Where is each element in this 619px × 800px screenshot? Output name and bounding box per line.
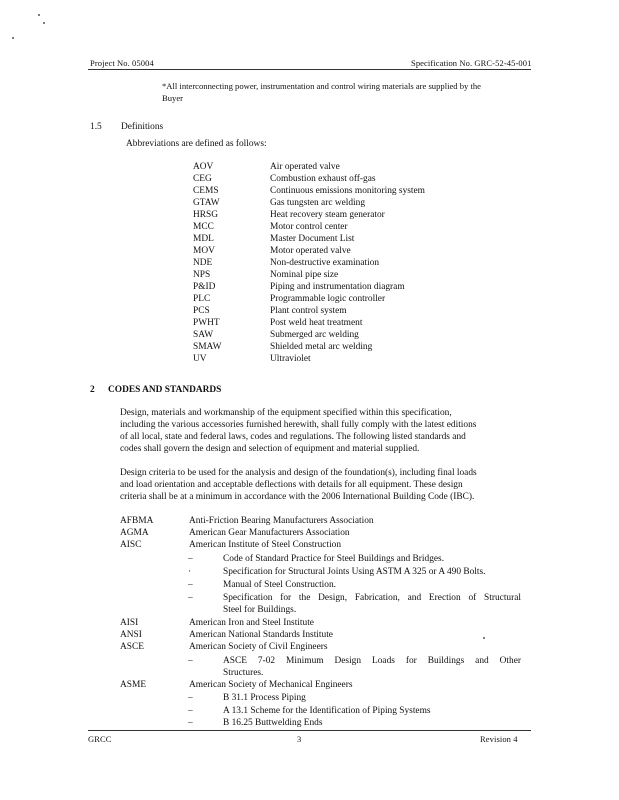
abbreviation-meaning: Air operated valve — [270, 162, 340, 172]
asme-item — [188, 717, 522, 729]
aisc-item-continued — [223, 604, 296, 616]
org-abbreviation: ANSI — [120, 630, 142, 640]
abbreviation: NDE — [193, 258, 213, 268]
dash-bullet: – — [188, 693, 193, 703]
abbreviation-meaning: Master Document List — [270, 234, 355, 244]
org-name: Anti-Friction Bearing Manufacturers Association — [189, 516, 374, 526]
abbreviation: PWHT — [193, 318, 220, 328]
aisc-item — [188, 592, 522, 604]
abbreviation-meaning: Programmable logic controller — [270, 294, 386, 304]
asce-item-text: Structures. — [223, 668, 264, 678]
dash-bullet: – — [188, 593, 193, 603]
aisc-item — [188, 553, 522, 565]
footer-rule — [88, 730, 531, 731]
asce-item-text: ASCE 7-02 Minimum Design Loads for Buildings and Other — [223, 656, 521, 666]
header-project-number: Project No. 05004 — [90, 58, 154, 68]
abbreviation-meaning: Heat recovery steam generator — [270, 210, 385, 220]
scan-speck — [38, 14, 40, 16]
org-abbreviation: AISI — [120, 618, 139, 628]
dash-bullet: – — [188, 554, 193, 564]
aisc-item-text: Specification for the Design, Fabrication, and Erection of Structural — [223, 593, 521, 603]
asme-item-text: B 16.25 Buttwelding Ends — [223, 718, 323, 728]
section-number: 1.5 — [90, 122, 102, 132]
abbreviation: GTAW — [193, 198, 220, 208]
org-name: American Society of Civil Engineers — [189, 642, 328, 652]
aisc-item-text: Specification for Structural Joints Using ASTM A 325 or A 490 Bolts. — [223, 567, 486, 577]
asce-item-continued — [223, 667, 263, 679]
aisc-item-text: Code of Standard Practice for Steel Buildings and Bridges. — [223, 554, 445, 564]
codes-paragraph-1-line: of all local, state and federal laws, codes and regulations. The following listed standards and — [120, 432, 466, 442]
aisc-item — [188, 566, 522, 578]
scan-speck — [43, 22, 45, 24]
org-name: American National Standards Institute — [189, 630, 333, 640]
abbreviation: PCS — [193, 306, 210, 316]
codes-paragraph-1-line: including the various accessories furnished herewith, shall fully comply with the latest editions — [120, 420, 477, 430]
asme-item — [188, 705, 522, 717]
abbreviation: UV — [193, 354, 207, 364]
dash-bullet: – — [188, 580, 193, 590]
footer-company: GRCC — [88, 734, 112, 744]
org-abbreviation: AGMA — [120, 528, 149, 538]
abbreviation: SAW — [193, 330, 214, 340]
abbreviation: MOV — [193, 246, 215, 256]
abbreviation-meaning: Motor control center — [270, 222, 348, 232]
abbreviation-meaning: Motor operated valve — [270, 246, 351, 256]
header-spec-number: Specification No. GRC-52-45-001 — [411, 58, 532, 68]
codes-paragraph-2-line: and load orientation and acceptable deflections with details for all equipment. These design — [120, 480, 463, 490]
org-abbreviation: ASME — [120, 680, 147, 690]
aisc-item — [188, 579, 522, 591]
top-note-line-2: Buyer — [162, 93, 184, 103]
codes-paragraph-1-line: Design, materials and workmanship of the equipment specified within this specification, — [120, 408, 452, 418]
abbreviation-meaning: Plant control system — [270, 306, 347, 316]
abbreviation: MDL — [193, 234, 214, 244]
abbreviation-meaning: Non-destructive examination — [270, 258, 380, 268]
abbreviation-meaning: Shielded metal arc welding — [270, 342, 373, 352]
footer-page-number: 3 — [297, 734, 302, 744]
asme-item-text: B 31.1 Process Piping — [223, 693, 306, 703]
abbreviation: CEG — [193, 174, 212, 184]
codes-paragraph-2-line: Design criteria to be used for the analysis and design of the foundation(s), including final loads — [120, 468, 477, 478]
dash-bullet: – — [188, 656, 193, 666]
org-name: American Society of Mechanical Engineers — [189, 680, 353, 690]
footer-revision: Revision 4 — [480, 734, 518, 744]
definitions-intro: Abbreviations are defined as follows: — [126, 139, 267, 149]
asce-item — [188, 655, 522, 667]
abbreviation-meaning: Nominal pipe size — [270, 270, 339, 280]
top-note-line-1: *All interconnecting power, instrumentation and control wiring materials are supplied by the — [162, 81, 481, 91]
section-heading: CODES AND STANDARDS — [108, 385, 222, 395]
abbreviation: P&ID — [193, 282, 216, 292]
header-rule — [88, 69, 531, 70]
scan-speck — [483, 637, 485, 639]
asme-item-text: A 13.1 Scheme for the Identification of Piping Systems — [223, 706, 431, 716]
codes-paragraph-2-line: criteria shall be at a minimum in accordance with the 2006 International Building Code (IBC). — [120, 492, 475, 502]
abbreviation-meaning: Combustion exhaust off-gas — [270, 174, 376, 184]
aisc-item-text: Manual of Steel Construction. — [223, 580, 337, 590]
codes-paragraph-1-line: codes shall govern the design and selection of equipment and material supplied. — [120, 444, 420, 454]
abbreviation: CEMS — [193, 186, 219, 196]
abbreviation-meaning: Ultraviolet — [270, 354, 311, 364]
abbreviation-meaning: Piping and instrumentation diagram — [270, 282, 405, 292]
org-name: American Institute of Steel Construction — [189, 540, 342, 550]
abbreviation: MCC — [193, 222, 214, 232]
abbreviation-meaning: Continuous emissions monitoring system — [270, 186, 425, 196]
abbreviation-meaning: Gas tungsten arc welding — [270, 198, 366, 208]
abbreviation: PLC — [193, 294, 211, 304]
org-name: American Gear Manufacturers Association — [189, 528, 350, 538]
asme-item — [188, 692, 522, 704]
abbreviation: AOV — [193, 162, 214, 172]
dash-bullet: – — [188, 718, 193, 728]
org-abbreviation: ASCE — [120, 642, 144, 652]
section-number: 2 — [90, 385, 95, 395]
aisc-item-text: Steel for Buildings. — [223, 605, 297, 615]
dash-bullet: – — [188, 706, 193, 716]
abbreviation: HRSG — [193, 210, 219, 220]
section-heading: Definitions — [121, 122, 164, 132]
abbreviation-meaning: Post weld heat treatment — [270, 318, 363, 328]
abbreviation-meaning: Submerged arc welding — [270, 330, 359, 340]
org-abbreviation: AFBMA — [120, 516, 154, 526]
org-abbreviation: AISC — [120, 540, 142, 550]
abbreviation: SMAW — [193, 342, 222, 352]
abbreviation: NPS — [193, 270, 211, 280]
dot-bullet: · — [188, 567, 192, 577]
scan-speck — [12, 37, 14, 39]
org-name: American Iron and Steel Institute — [189, 618, 314, 628]
